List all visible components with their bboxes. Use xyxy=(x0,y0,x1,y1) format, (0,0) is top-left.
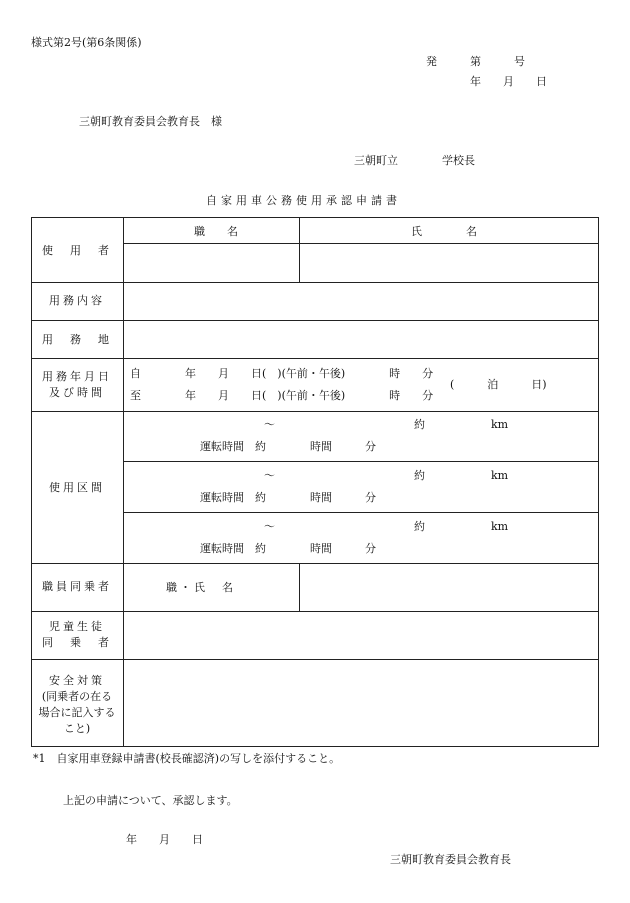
staff-passenger-field[interactable] xyxy=(300,564,598,610)
datetime-label-line1: 用務年月日 xyxy=(42,370,112,383)
position-header: 職 名 xyxy=(194,225,238,238)
approver: 三朝町教育委員会教育長 xyxy=(390,853,511,866)
section-driving-time[interactable]: 運転時間 約 時間 分 xyxy=(200,440,376,453)
staff-passenger-field-label: 職・氏 名 xyxy=(166,581,236,594)
section-driving-time[interactable]: 運転時間 約 時間 分 xyxy=(200,491,376,504)
staff-passenger-label: 職員同乗者 xyxy=(42,580,112,593)
user-label: 使 用 者 xyxy=(42,244,112,257)
attachment-note: *1 自家用車登録申請書(校長確認済)の写しを添付すること。 xyxy=(33,752,341,765)
duty-location-field[interactable] xyxy=(124,321,598,357)
section-route[interactable]: ～ xyxy=(264,520,275,533)
student-passenger-label-line2: 同 乗 者 xyxy=(42,636,112,649)
user-position-field[interactable] xyxy=(124,244,298,281)
safety-label-line3: 場合に記入する xyxy=(38,706,116,719)
safety-label-line1: 安全対策 xyxy=(49,674,105,687)
datetime-nights[interactable]: ( 泊 日) xyxy=(450,378,547,391)
document-title: 自家用車公務使用承認申請書 xyxy=(206,194,401,207)
approval-statement: 上記の申請について、承認します。 xyxy=(63,794,238,807)
section-distance[interactable]: 約 km xyxy=(414,418,509,431)
section-driving-time[interactable]: 運転時間 約 時間 分 xyxy=(200,542,376,555)
issue-number: 発 第 号 xyxy=(426,55,525,68)
header-date: 年 月 日 xyxy=(470,75,547,88)
addressee: 三朝町教育委員会教育長 様 xyxy=(79,115,222,128)
section-label: 使用区間 xyxy=(49,481,105,494)
datetime-to-row[interactable]: 至 年 月 日( )(午前・午後) 時 分 xyxy=(130,389,434,402)
row-divider xyxy=(31,411,599,412)
student-passenger-field[interactable] xyxy=(124,612,598,658)
approval-date: 年 月 日 xyxy=(126,833,203,846)
form-number: 様式第2号(第6条関係) xyxy=(31,36,142,49)
duty-content-field[interactable] xyxy=(124,283,598,319)
section-route[interactable]: ～ xyxy=(264,469,275,482)
name-header: 氏 名 xyxy=(411,225,477,238)
datetime-label-line2: 及び時間 xyxy=(49,386,105,399)
datetime-from-row[interactable]: 自 年 月 日( )(午前・午後) 時 分 xyxy=(130,367,434,380)
section-route[interactable]: ～ xyxy=(264,418,275,431)
sender: 三朝町立 学校長 xyxy=(354,154,475,167)
duty-content-label: 用務内容 xyxy=(49,294,105,307)
duty-location-label: 用 務 地 xyxy=(42,333,112,346)
row-divider xyxy=(31,358,599,359)
section-distance[interactable]: 約 km xyxy=(414,520,509,533)
section-distance[interactable]: 約 km xyxy=(414,469,509,482)
safety-field[interactable] xyxy=(124,660,598,746)
user-name-field[interactable] xyxy=(300,244,598,281)
row-divider xyxy=(123,512,599,513)
row-divider xyxy=(123,461,599,462)
safety-label-line2: (同乗者の在る xyxy=(41,690,113,703)
student-passenger-label-line1: 児童生徒 xyxy=(49,620,105,633)
safety-label-line4: こと) xyxy=(63,722,91,735)
